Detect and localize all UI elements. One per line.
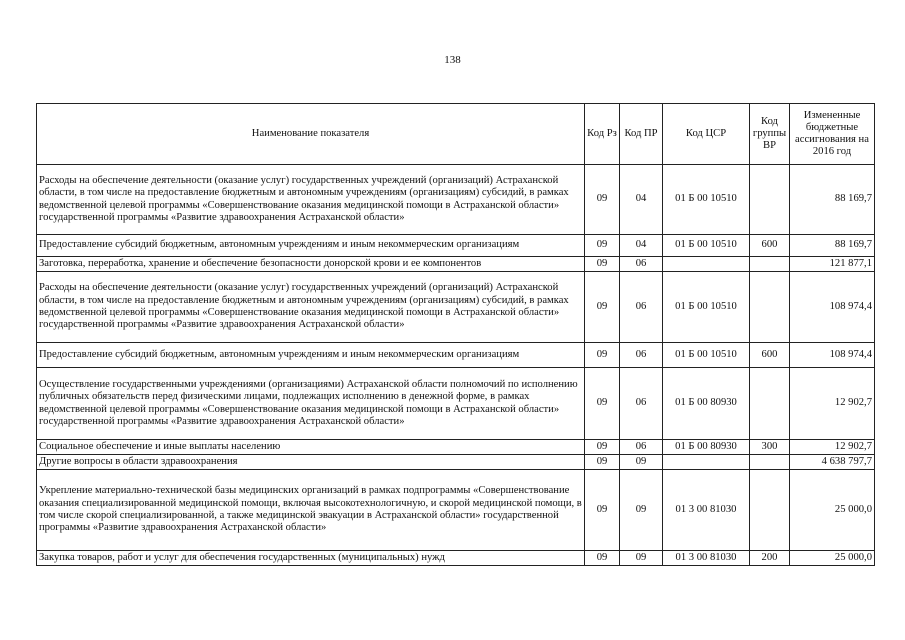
table-row <box>37 235 875 257</box>
cell-sum: 25 000,0 <box>790 551 875 566</box>
cell-rz: 09 <box>585 257 620 272</box>
cell-csr: 01 Б 00 80930 <box>663 440 750 455</box>
table-row <box>37 470 875 551</box>
cell-vr <box>750 165 790 235</box>
cell-name: Заготовка, переработка, хранение и обеспечение безопасности донорской крови и ее компонентов <box>37 257 585 272</box>
cell-vr: 200 <box>750 551 790 566</box>
cell-sum: 12 902,7 <box>790 440 875 455</box>
cell-name: Расходы на обеспечение деятельности (оказание услуг) государственных учреждений (организаций) Астраханской области, в том числе на предоставление бюджетным и автономным учреждениям (организациям) субсидий, в рамках ведомственной целевой программы «Совершенствование оказания медицинской помощи в Астраханской области» государственной программы «Развитие здравоохранения Астраханской области» <box>37 165 585 235</box>
table-row <box>37 272 875 343</box>
table-row <box>37 440 875 455</box>
cell-rz: 09 <box>585 440 620 455</box>
table-row <box>37 455 875 470</box>
cell-rz: 09 <box>585 343 620 368</box>
cell-csr: 01 Б 00 10510 <box>663 165 750 235</box>
cell-name: Осуществление государственными учреждениями (организациями) Астраханской области полномочий по исполнению публичных обязательств перед физическими лицами, подлежащих исполнению в денежной форме, в рамках ведомственной целевой программы «Совершенствование оказания медицинской помощи в Астраханской области» государственной программы «Развитие здравоохранения Астраханской области» <box>37 368 585 440</box>
cell-rz: 09 <box>585 235 620 257</box>
cell-vr: 600 <box>750 343 790 368</box>
header-pr: Код ПР <box>620 104 663 165</box>
cell-pr: 06 <box>620 343 663 368</box>
header-sum: Измененные бюджетные ассигнования на 2016 год <box>790 104 875 165</box>
cell-sum: 88 169,7 <box>790 165 875 235</box>
header-rz: Код Рз <box>585 104 620 165</box>
cell-vr: 600 <box>750 235 790 257</box>
cell-rz: 09 <box>585 165 620 235</box>
cell-sum: 4 638 797,7 <box>790 455 875 470</box>
cell-csr: 01 Б 00 10510 <box>663 235 750 257</box>
cell-sum: 88 169,7 <box>790 235 875 257</box>
cell-vr <box>750 470 790 551</box>
cell-pr: 06 <box>620 257 663 272</box>
cell-vr <box>750 368 790 440</box>
cell-vr <box>750 257 790 272</box>
cell-rz: 09 <box>585 368 620 440</box>
cell-pr: 06 <box>620 440 663 455</box>
table-header-row <box>37 104 875 165</box>
cell-pr: 04 <box>620 235 663 257</box>
cell-rz: 09 <box>585 470 620 551</box>
table-row <box>37 368 875 440</box>
cell-vr <box>750 455 790 470</box>
cell-sum: 108 974,4 <box>790 343 875 368</box>
cell-name: Другие вопросы в области здравоохранения <box>37 455 585 470</box>
cell-csr: 01 3 00 81030 <box>663 551 750 566</box>
cell-pr: 09 <box>620 470 663 551</box>
header-csr: Код ЦСР <box>663 104 750 165</box>
cell-pr: 06 <box>620 272 663 343</box>
cell-vr: 300 <box>750 440 790 455</box>
cell-name: Социальное обеспечение и иные выплаты населению <box>37 440 585 455</box>
cell-name: Предоставление субсидий бюджетным, автономным учреждениям и иным некоммерческим организациям <box>37 235 585 257</box>
cell-pr: 06 <box>620 368 663 440</box>
cell-csr: 01 Б 00 10510 <box>663 272 750 343</box>
cell-csr: 01 Б 00 80930 <box>663 368 750 440</box>
cell-sum: 108 974,4 <box>790 272 875 343</box>
cell-rz: 09 <box>585 272 620 343</box>
budget-table <box>36 103 875 566</box>
cell-sum: 25 000,0 <box>790 470 875 551</box>
header-vr: Код группы ВР <box>750 104 790 165</box>
header-name: Наименование показателя <box>37 104 585 165</box>
cell-pr: 04 <box>620 165 663 235</box>
cell-rz: 09 <box>585 551 620 566</box>
cell-csr: 01 3 00 81030 <box>663 470 750 551</box>
cell-name: Расходы на обеспечение деятельности (оказание услуг) государственных учреждений (организаций) Астраханской области, в том числе на предоставление бюджетным и автономным учреждениям (организациям) субсидий, в рамках ведомственной целевой программы «Совершенствование оказания медицинской помощи в Астраханской области» государственной программы «Развитие здравоохранения Астраханской области» <box>37 272 585 343</box>
table-row <box>37 343 875 368</box>
table-row <box>37 257 875 272</box>
cell-rz: 09 <box>585 455 620 470</box>
cell-sum: 121 877,1 <box>790 257 875 272</box>
cell-name: Закупка товаров, работ и услуг для обеспечения государственных (муниципальных) нужд <box>37 551 585 566</box>
cell-csr: 01 Б 00 10510 <box>663 343 750 368</box>
cell-name: Укрепление материально-технической базы медицинских организаций в рамках подпрограммы «Совершенствование оказания специализированной медицинской помощи, включая высокотехнологичную, и скорой медицинской помощи, в том числе скорой специализированной, а также медицинской эвакуации в Астраханской области» государственной программы «Развитие здравоохранения Астраханской области» <box>37 470 585 551</box>
page-number: 138 <box>444 54 461 66</box>
cell-vr <box>750 272 790 343</box>
cell-pr: 09 <box>620 551 663 566</box>
table-row <box>37 551 875 566</box>
table-row <box>37 165 875 235</box>
cell-sum: 12 902,7 <box>790 368 875 440</box>
cell-csr <box>663 257 750 272</box>
cell-name: Предоставление субсидий бюджетным, автономным учреждениям и иным некоммерческим организациям <box>37 343 585 368</box>
cell-csr <box>663 455 750 470</box>
cell-pr: 09 <box>620 455 663 470</box>
